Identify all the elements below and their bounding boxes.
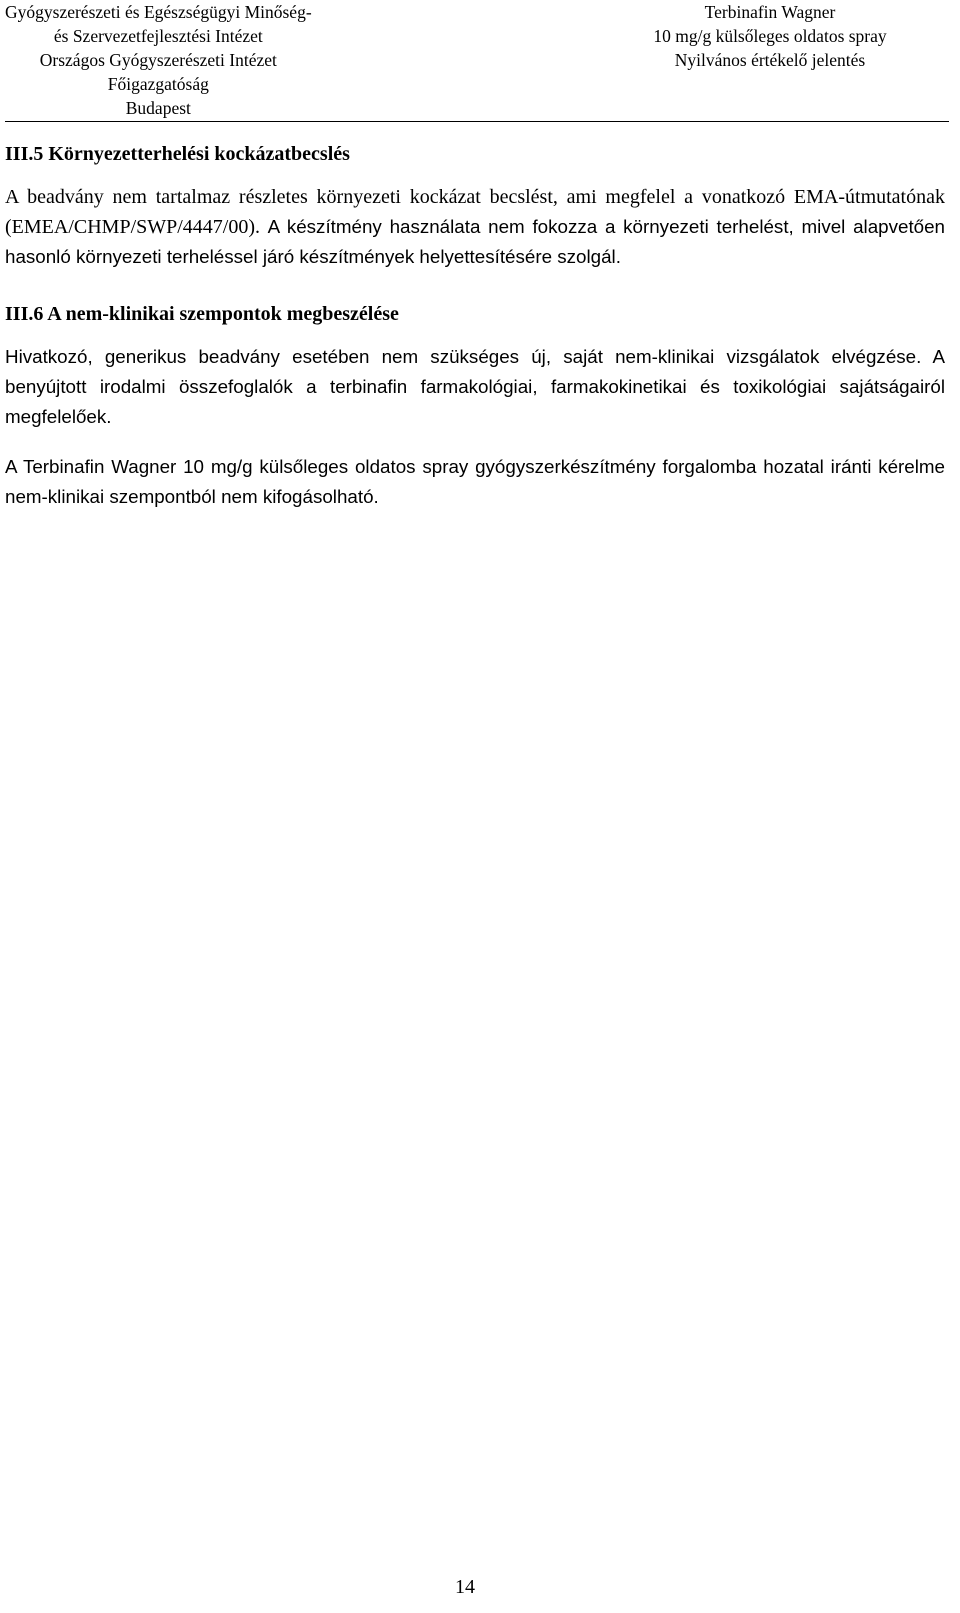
section-paragraph: A Terbinafin Wagner 10 mg/g külsőleges oldatos spray gyógyszerkészítmény forgalomba hozatal iránti kérelme nem-klinikai szempontból nem kifogásolható.: [5, 456, 945, 507]
section-heading: III.6 A nem-klinikai szempontok megbeszélése: [5, 303, 399, 325]
paragraph-serif-part: A beadvány nem tartalmaz részletes környezeti kockázat becslést, ami megfelel a vonatkozó EMA-útmutatónak (EMEA/CHMP/SWP/4447/00).: [5, 186, 945, 238]
header-product: [620, 0, 920, 72]
section-environmental-risk: [5, 140, 945, 272]
header-right-line: Nyilvános értékelő jelentés: [674, 50, 866, 70]
header-left-line: Főigazgatóság: [107, 74, 209, 94]
section-heading: III.5 Környezetterhelési kockázatbecslés: [5, 143, 350, 165]
page-number: 14: [455, 1576, 475, 1598]
header-right-line: 10 mg/g külsőleges oldatos spray: [653, 26, 887, 46]
paragraph-sans-part: A készítmény használata nem fokozza a környezeti terhelést, mivel alapvetően hasonló környezeti terheléssel járó készítmények helyettesítésére szolgál.: [5, 216, 945, 267]
section-spacer: [5, 272, 945, 300]
header-institution: [5, 0, 312, 120]
section-nonclinical-discussion: [5, 300, 945, 512]
header-left-line: Gyógyszerészeti és Egészségügyi Minőség-: [5, 2, 312, 22]
document-body: [5, 140, 945, 512]
paragraph-spacer: [5, 432, 945, 452]
page-header: [0, 0, 960, 120]
header-left-line: és Szervezetfejlesztési Intézet: [53, 26, 263, 46]
header-left-line: Budapest: [125, 98, 191, 118]
header-left-line: Országos Gyógyszerészeti Intézet: [39, 50, 277, 70]
header-right-line: Terbinafin Wagner: [704, 2, 836, 22]
section-paragraph: Hivatkozó, generikus beadvány esetében nem szükséges új, saját nem-klinikai vizsgálatok elvégzése. A benyújtott irodalmi összefoglalók a terbinafin farmakológiai, farmakokinetikai és toxikológiai sajátságairól megfelelőek.: [5, 346, 945, 427]
header-divider: [5, 121, 949, 122]
section-paragraph: [5, 182, 945, 272]
